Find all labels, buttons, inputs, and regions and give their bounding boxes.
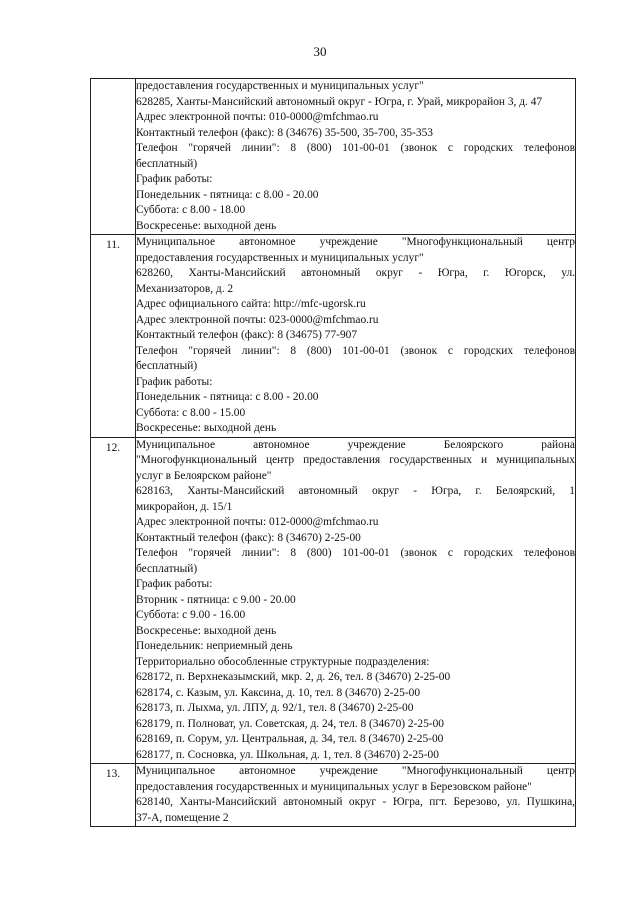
organization-details-cell <box>136 764 576 827</box>
row-number: 13. <box>105 768 121 780</box>
organization-details-cell <box>136 235 576 438</box>
detail-line: Понедельник - пятница: с 8.00 - 20.00 <box>136 188 319 201</box>
detail-line: График работы: <box>136 375 213 388</box>
row-number-cell <box>91 764 136 827</box>
detail-line: 628174, с. Казым, ул. Каксина, д. 10, тел. 8 (34670) 2-25-00 <box>136 686 421 699</box>
detail-line: предоставления государственных и муниципальных услуг" <box>136 80 424 92</box>
detail-line: Механизаторов, д. 2 <box>136 282 234 295</box>
detail-line: 628163, Ханты-Мансийский автономный округ - Югра, г. Белоярский, 1 <box>136 485 575 497</box>
detail-line: предоставления государственных и муниципальных услуг в Березовском районе" <box>136 780 532 793</box>
detail-line: бесплатный) <box>136 562 198 575</box>
table-row <box>91 437 576 764</box>
detail-line: Муниципальное автономное учреждение Белоярского района <box>136 438 575 451</box>
detail-line: услуг в Белоярском районе" <box>136 469 272 482</box>
row-number-cell <box>91 235 136 438</box>
detail-line: Муниципальное автономное учреждение "Многофункциональный центр <box>136 236 575 248</box>
detail-line: Контактный телефон (факс): 8 (34676) 35-500, 35-700, 35-353 <box>136 126 433 139</box>
detail-line: 37-А, помещение 2 <box>136 811 229 824</box>
detail-line: Телефон "горячей линии": 8 (800) 101-00-01 (звонок с городских телефонов <box>136 142 575 154</box>
detail-line: Телефон "горячей линии": 8 (800) 101-00-01 (звонок с городских телефонов <box>136 547 575 559</box>
detail-line: "Многофункциональный центр предоставления государственных и муниципальных <box>136 454 575 466</box>
detail-line: График работы: <box>136 173 213 185</box>
detail-line: 628169, п. Сорум, ул. Центральная, д. 34, тел. 8 (34670) 2-25-00 <box>136 733 444 745</box>
organization-details-cell <box>136 437 576 764</box>
page-number: 30 <box>313 44 327 59</box>
detail-line: График работы: <box>136 578 213 590</box>
detail-line: 628260, Ханты-Мансийский автономный округ - Югра, г. Югорск, ул. <box>136 267 575 279</box>
table-row <box>91 235 576 438</box>
detail-line: Вторник - пятница: с 9.00 - 20.00 <box>136 593 296 606</box>
mfc-registry-table <box>90 78 576 827</box>
table-row <box>91 764 576 827</box>
detail-line: Воскресенье: выходной день <box>136 219 277 232</box>
detail-line: Контактный телефон (факс): 8 (34675) 77-907 <box>136 329 358 341</box>
row-number: 12. <box>105 441 121 454</box>
detail-line: предоставления государственных и муниципальных услуг" <box>136 251 424 264</box>
detail-line: бесплатный) <box>136 157 198 170</box>
detail-line: Муниципальное автономное учреждение "Многофункциональный центр <box>136 765 575 777</box>
detail-line: Адрес электронной почты: 023-0000@mfchmao.ru <box>136 313 379 326</box>
detail-line: 628177, п. Сосновка, ул. Школьная, д. 1, тел. 8 (34670) 2-25-00 <box>136 748 439 761</box>
detail-line: бесплатный) <box>136 360 198 372</box>
row-number <box>91 79 135 82</box>
detail-line: 628173, п. Лыхма, ул. ЛПУ, д. 92/1, тел. 8 (34670) 2-25-00 <box>136 702 414 714</box>
detail-line: Адрес электронной почты: 012-0000@mfchmao.ru <box>136 516 379 528</box>
detail-line: Понедельник - пятница: с 8.00 - 20.00 <box>136 391 319 403</box>
detail-line: Территориально обособленные структурные подразделения: <box>136 655 430 668</box>
detail-line: 628172, п. Верхнеказымский, мкр. 2, д. 26, тел. 8 (34670) 2-25-00 <box>136 671 451 683</box>
detail-line: Суббота: с 8.00 - 18.00 <box>136 204 246 216</box>
table-row <box>91 79 576 235</box>
detail-line: Контактный телефон (факс): 8 (34670) 2-25-00 <box>136 531 361 544</box>
detail-line: микрорайон, д. 15/1 <box>136 500 233 513</box>
detail-line: 628140, Ханты-Мансийский автономный округ - Югра, пгт. Березово, ул. Пушкина, <box>136 796 575 808</box>
organization-details-cell <box>136 79 576 235</box>
row-number: 11. <box>106 239 120 251</box>
detail-line: Суббота: с 9.00 - 16.00 <box>136 609 246 621</box>
detail-line: 628179, п. Полноват, ул. Советская, д. 24, тел. 8 (34670) 2-25-00 <box>136 717 444 730</box>
detail-line: Суббота: с 8.00 - 15.00 <box>136 406 246 419</box>
detail-line: Адрес официального сайта: http://mfc-ugorsk.ru <box>136 298 366 310</box>
detail-line: 628285, Ханты-Мансийский автономный округ - Югра, г. Урай, микрорайон 3, д. 47 <box>136 95 543 108</box>
detail-line: Телефон "горячей линии": 8 (800) 101-00-01 (звонок с городских телефонов <box>136 344 575 357</box>
detail-line: Понедельник: неприемный день <box>136 640 293 652</box>
row-number-cell <box>91 437 136 764</box>
row-number-cell <box>91 79 136 235</box>
detail-line: Адрес электронной почты: 010-0000@mfchmao.ru <box>136 111 379 123</box>
detail-line: Воскресенье: выходной день <box>136 624 277 637</box>
detail-line: Воскресенье: выходной день <box>136 422 277 434</box>
